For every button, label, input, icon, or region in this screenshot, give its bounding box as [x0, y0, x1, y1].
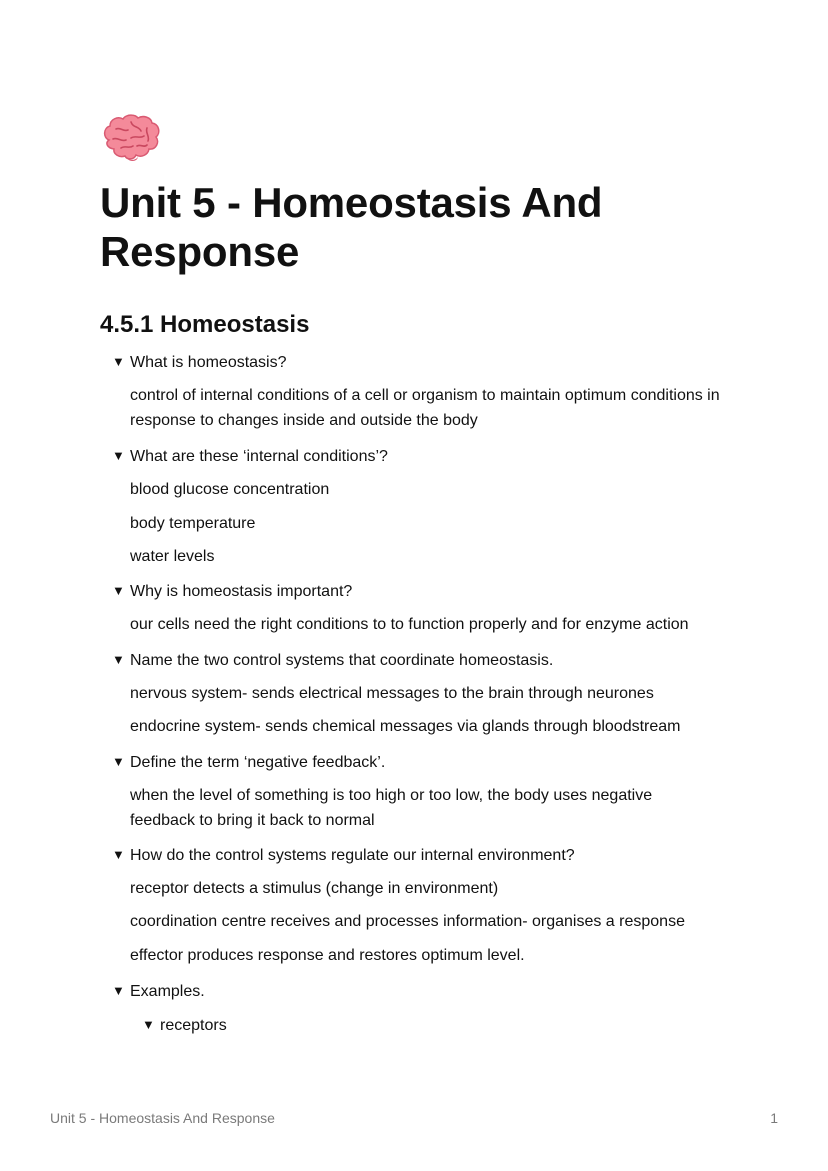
answer-text: water levels [130, 548, 215, 565]
toggle-question: Examples. [130, 983, 205, 1000]
toggle-triangle-icon: ▼ [112, 354, 125, 369]
toggle-internal-conditions[interactable] [112, 445, 388, 468]
answer-text: nervous system- sends electrical messages to the brain through neurones [130, 685, 654, 702]
toggle-question: What is homeostasis? [130, 354, 287, 371]
answer-text: when the level of something is too high or too low, the body uses negative feedback to bring it back to normal [130, 787, 653, 829]
toggle-why-important[interactable] [112, 580, 352, 603]
toggle-question: receptors [160, 1017, 227, 1034]
toggle-question: Why is homeostasis important? [130, 583, 353, 600]
brain-emoji-icon [101, 112, 163, 162]
toggle-negative-feedback[interactable] [112, 751, 385, 774]
toggle-triangle-icon: ▼ [112, 583, 125, 598]
footer-title: Unit 5 - Homeostasis And Response [50, 1110, 275, 1126]
toggle-triangle-icon: ▼ [112, 652, 125, 667]
toggle-triangle-icon: ▼ [142, 1017, 155, 1032]
answer-text: our cells need the right conditions to to function properly and for enzyme action [130, 616, 689, 633]
toggle-what-is-homeostasis[interactable] [112, 351, 287, 374]
answer-text: coordination centre receives and processes information- organises a response [130, 913, 685, 930]
toggle-question: How do the control systems regulate our internal environment? [130, 847, 575, 864]
answer-text: control of internal conditions of a cell or organism to maintain optimum conditions in response to changes inside and outside the body [130, 387, 720, 429]
answer-text: receptor detects a stimulus (change in environment) [130, 880, 499, 897]
toggle-triangle-icon: ▼ [112, 847, 125, 862]
toggle-control-systems[interactable] [112, 649, 553, 672]
toggle-triangle-icon: ▼ [112, 448, 125, 463]
toggle-receptors[interactable] [142, 1014, 227, 1037]
footer-page-number: 1 [770, 1110, 778, 1126]
toggle-regulate-environment[interactable] [112, 844, 575, 867]
toggle-question: Name the two control systems that coordinate homeostasis. [130, 652, 554, 669]
answer-text: body temperature [130, 515, 256, 532]
toggle-question: Define the term ‘negative feedback’. [130, 754, 386, 771]
toggle-examples[interactable] [112, 980, 205, 1003]
answer-text: effector produces response and restores optimum level. [130, 947, 525, 964]
toggle-triangle-icon: ▼ [112, 983, 125, 998]
answer-text: endocrine system- sends chemical messages via glands through bloodstream [130, 718, 681, 735]
toggle-question: What are these ‘internal conditions’? [130, 448, 388, 465]
answer-text: blood glucose concentration [130, 481, 330, 498]
toggle-triangle-icon: ▼ [112, 754, 125, 769]
section-heading: 4.5.1 Homeostasis [100, 311, 310, 338]
page-title: Unit 5 - Homeostasis And Response [100, 179, 603, 275]
